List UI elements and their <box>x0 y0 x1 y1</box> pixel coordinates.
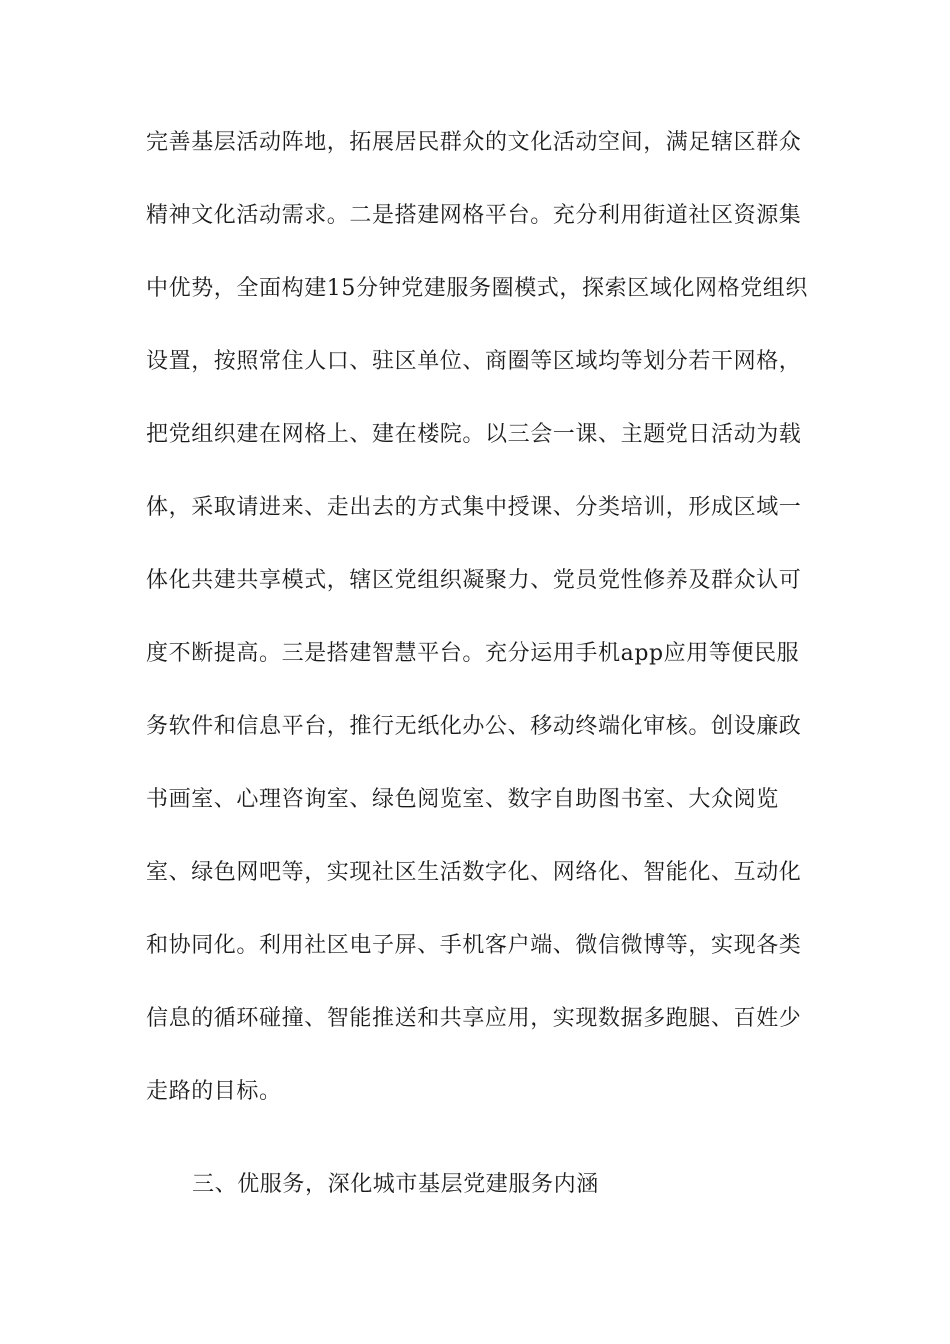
paragraph-line-5: 把党组织建在网格上、建在楼院。以三会一课、主题党日活动为载 <box>146 422 802 447</box>
paragraph-line-14: 走路的目标。 <box>146 1079 282 1104</box>
paragraph-line-4: 设置，按照常住人口、驻区单位、商圈等区域均等划分若干网格， <box>146 349 802 374</box>
paragraph-line-3: 中优势，全面构建15分钟党建服务圈模式，探索区域化网格党组织 <box>146 276 808 301</box>
paragraph-line-2: 精神文化活动需求。二是搭建网格平台。充分利用街道社区资源集 <box>146 203 802 228</box>
body-paragraph <box>146 128 806 1150</box>
section-heading: 三、优服务，深化城市基层党建服务内涵 <box>192 1172 599 1197</box>
paragraph-line-10: 书画室、心理咨询室、绿色阅览室、数字自助图书室、大众阅览 <box>146 787 779 812</box>
paragraph-line-6: 体，采取请进来、走出去的方式集中授课、分类培训，形成区域一 <box>146 495 802 520</box>
paragraph-line-12: 和协同化。利用社区电子屏、手机客户端、微信微博等，实现各类 <box>146 933 802 958</box>
paragraph-line-1: 完善基层活动阵地，拓展居民群众的文化活动空间，满足辖区群众 <box>146 130 802 155</box>
paragraph-line-7: 体化共建共享模式，辖区党组织凝聚力、党员党性修养及群众认可 <box>146 568 802 593</box>
paragraph-line-13: 信息的循环碰撞、智能推送和共享应用，实现数据多跑腿、百姓少 <box>146 1006 802 1031</box>
paragraph-line-11: 室、绿色网吧等，实现社区生活数字化、网络化、智能化、互动化 <box>146 860 802 885</box>
paragraph-line-9: 务软件和信息平台，推行无纸化办公、移动终端化审核。创设廉政 <box>146 714 802 739</box>
paragraph-line-8: 度不断提高。三是搭建智慧平台。充分运用手机app应用等便民服 <box>146 641 800 666</box>
